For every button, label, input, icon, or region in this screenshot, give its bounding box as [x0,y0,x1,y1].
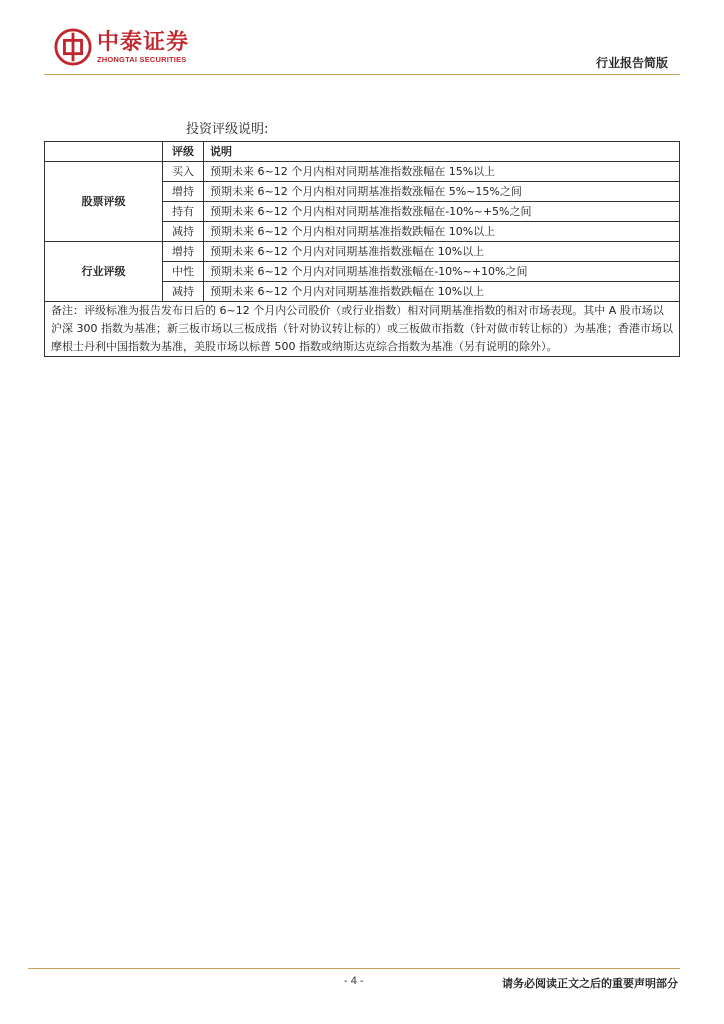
table-header-row [45,142,680,162]
table-header-description: 说明 [204,142,680,162]
rating-description: 预期未来 6~12 个月内对同期基准指数跌幅在 10%以上 [204,282,680,302]
page-header [0,0,724,110]
table-row [45,162,680,182]
rating-description: 预期未来 6~12 个月内相对同期基准指数跌幅在 10%以上 [204,222,680,242]
header-divider [44,74,680,75]
rating-level: 增持 [163,242,204,262]
table-header-blank [45,142,163,162]
page-number: - 4 - [344,975,364,987]
rating-level: 减持 [163,222,204,242]
table-row [45,242,680,262]
section-title: 投资评级说明: [186,122,269,137]
rating-level: 增持 [163,182,204,202]
rating-level: 持有 [163,202,204,222]
footer-disclaimer: 请务必阅读正文之后的重要声明部分 [502,977,678,990]
zhongtai-logo-icon [54,28,92,66]
stock-rating-category: 股票评级 [45,162,163,242]
logo-chinese-name: 中泰证券 [97,29,190,55]
company-logo [54,28,189,66]
rating-note: 备注：评级标准为报告发布日后的 6~12 个月内公司股价（或行业指数）相对同期基准指数的相对市场表现。其中 A 股市场以沪深 300 指数为基准；新三板市场以三板成指（针对协议转让标的）或三板做市指数（针对做市转让标的）为基准；香港市场以摩根士丹利中国指数为基准，美股市场以标普 500 指数或纳斯达克综合指数为基准（另有说明的除外）。 [45,302,680,357]
rating-description: 预期未来 6~12 个月内对同期基准指数涨幅在 10%以上 [204,242,680,262]
table-note-row [45,302,680,357]
table-header-level: 评级 [163,142,204,162]
logo-english-name: ZHONGTAI SECURITIES [97,54,187,64]
rating-description: 预期未来 6~12 个月内相对同期基准指数涨幅在-10%~+5%之间 [204,202,680,222]
rating-level: 中性 [163,262,204,282]
rating-table [44,141,680,357]
rating-description: 预期未来 6~12 个月内相对同期基准指数涨幅在 15%以上 [204,162,680,182]
industry-rating-category: 行业评级 [45,242,163,302]
rating-level: 买入 [163,162,204,182]
rating-description: 预期未来 6~12 个月内对同期基准指数涨幅在-10%~+10%之间 [204,262,680,282]
rating-description: 预期未来 6~12 个月内相对同期基准指数涨幅在 5%~15%之间 [204,182,680,202]
document-type-label: 行业报告简版 [595,56,668,70]
rating-level: 减持 [163,282,204,302]
footer-divider [28,968,680,969]
